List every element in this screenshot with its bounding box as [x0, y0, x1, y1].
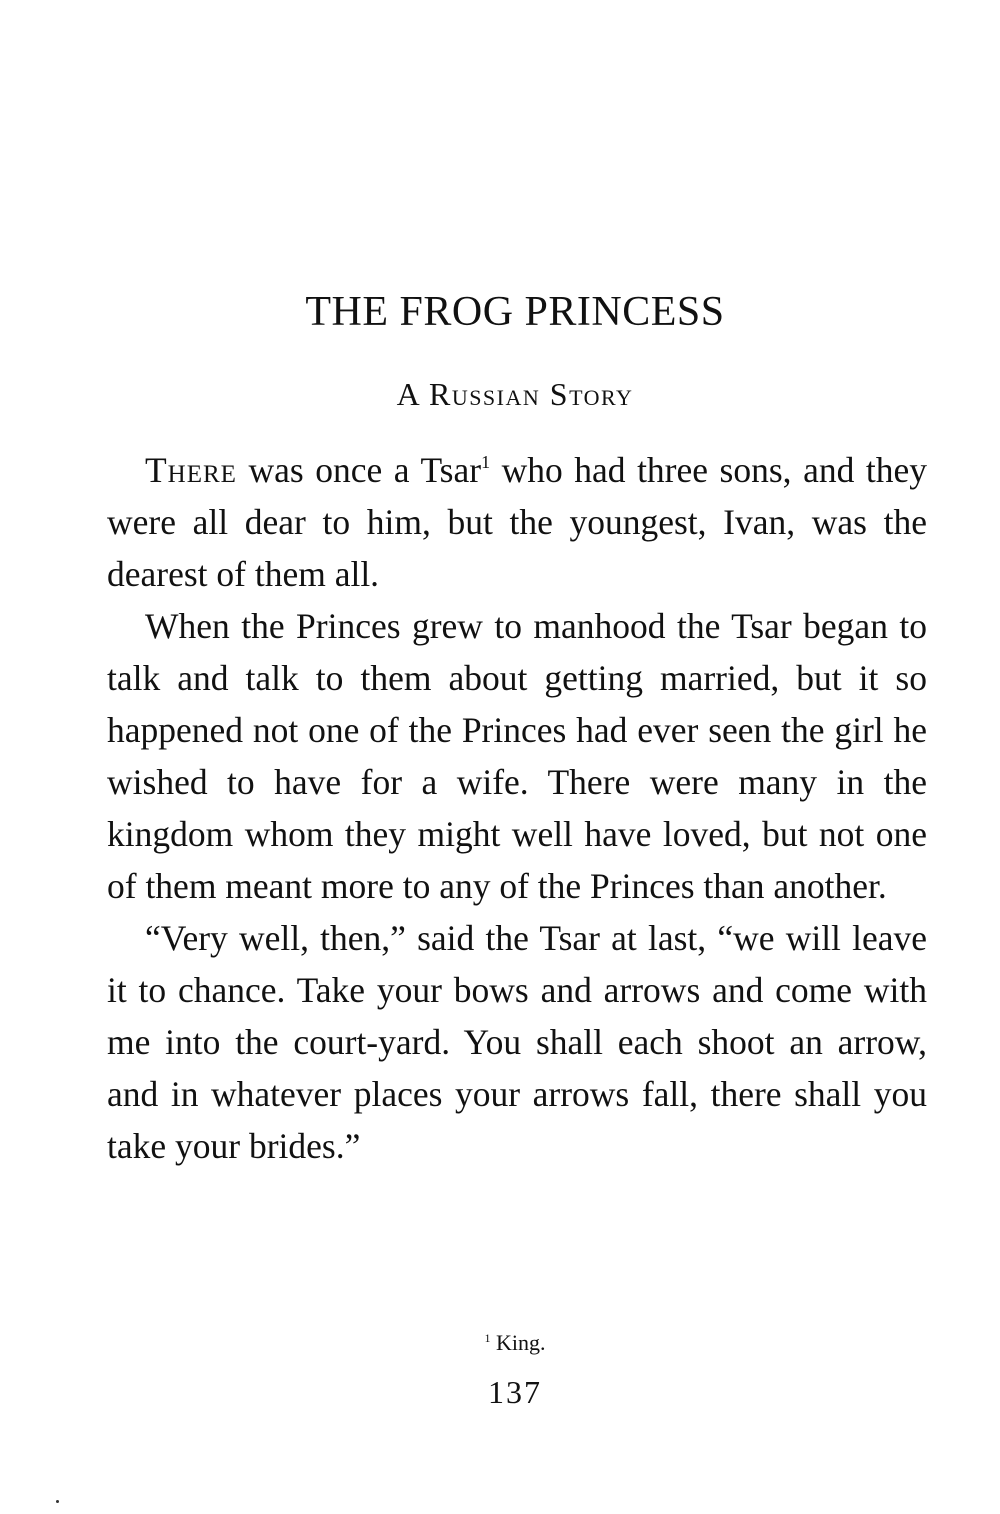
paragraph-1-text-a: was once a Tsar	[236, 450, 482, 490]
lead-word: There	[145, 450, 237, 490]
story-title: THE FROG PRINCESS	[305, 289, 725, 335]
story-subtitle: A Russian Story	[396, 376, 634, 412]
footnote-marker: 1	[484, 1331, 491, 1345]
paragraph-3: “Very well, then,” said the Tsar at last, “we will leave it to chance. Take your bows and arrows and come with me into the court-yard. You shall each shoot an arrow, and in whatever places your arrows fall, there shall you take your brides.”	[107, 918, 927, 1166]
footnote-text: King.	[496, 1330, 546, 1355]
page-number: 137	[488, 1374, 542, 1410]
footnote	[0, 1330, 1000, 1356]
paragraph-2: When the Princes grew to manhood the Tsar began to talk and talk to them about getting married, but it so happened not one of the Princes had ever seen the girl he wished to have for a wife. There were many in the kingdom whom they might well have loved, but not one of them meant more to any of the Princes than another.	[107, 606, 927, 906]
paragraph-1-text-b: who had three sons, and they were all dear to him, but the youngest, Ivan, was the dearest of them all.	[107, 450, 928, 594]
story-body	[107, 444, 927, 1172]
footnote-reference: 1	[481, 452, 491, 472]
paragraph-1	[107, 444, 927, 600]
scan-speck	[56, 1500, 59, 1503]
